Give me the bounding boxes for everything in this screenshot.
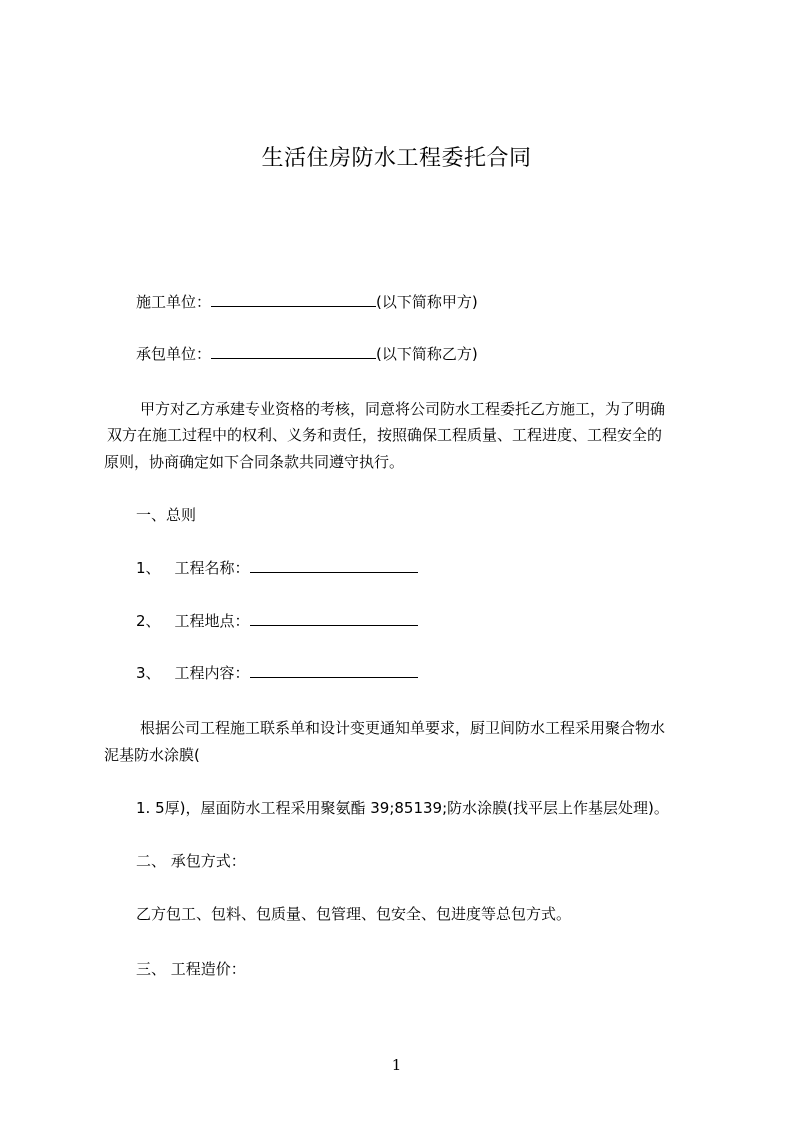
party-a-line — [136, 292, 478, 312]
party-a-label: 施工单位： — [136, 293, 212, 311]
intro-line-1: 甲方对乙方承建专业资格的考核，同意将公司防水工程委托乙方施工，为了明确 — [140, 400, 666, 418]
item-2-num: 2、 — [136, 612, 161, 630]
item-2-label: 工程地点： — [174, 612, 250, 630]
section-2-heading: 二、 承包方式： — [136, 852, 246, 870]
item-3-num: 3、 — [136, 664, 161, 682]
party-a-blank — [211, 292, 376, 307]
intro-line-2: 双方在施工过程中的权利、义务和责任，按照确保工程质量、工程进度、工程安全的 — [107, 426, 663, 444]
item-1 — [136, 558, 418, 578]
spec-line-3: 1. 5厚)，屋面防水工程采用聚氨酯 39;85139;防水涂膜(找平层上作基层处理)。 — [136, 799, 669, 817]
section-3-heading: 三、 工程造价： — [136, 960, 246, 978]
spec-line-1: 根据公司工程施工联系单和设计变更通知单要求，厨卫间防水工程采用聚合物水 — [140, 719, 666, 737]
party-a-suffix: (以下简称甲方) — [376, 293, 478, 311]
section-2-body: 乙方包工、包料、包质量、包管理、包安全、包进度等总包方式。 — [136, 905, 572, 923]
section-1-heading: 一、总则 — [136, 506, 197, 524]
item-2 — [136, 611, 418, 631]
spec-line-2: 泥基防水涂膜( — [104, 746, 200, 764]
item-1-blank — [250, 558, 418, 573]
party-b-line — [136, 344, 478, 364]
party-b-label: 承包单位： — [136, 345, 212, 363]
item-1-label: 工程名称： — [174, 559, 250, 577]
item-1-num: 1、 — [136, 559, 161, 577]
page-number: 1 — [391, 1056, 402, 1074]
item-3-label: 工程内容： — [174, 664, 250, 682]
party-b-blank — [211, 344, 376, 359]
item-3-blank — [250, 663, 418, 678]
item-2-blank — [250, 611, 418, 626]
document-title: 生活住房防水工程委托合同 — [261, 146, 532, 171]
item-3 — [136, 663, 418, 683]
intro-line-3: 原则，协商确定如下合同条款共同遵守执行。 — [104, 453, 405, 471]
party-b-suffix: (以下简称乙方) — [376, 345, 478, 363]
